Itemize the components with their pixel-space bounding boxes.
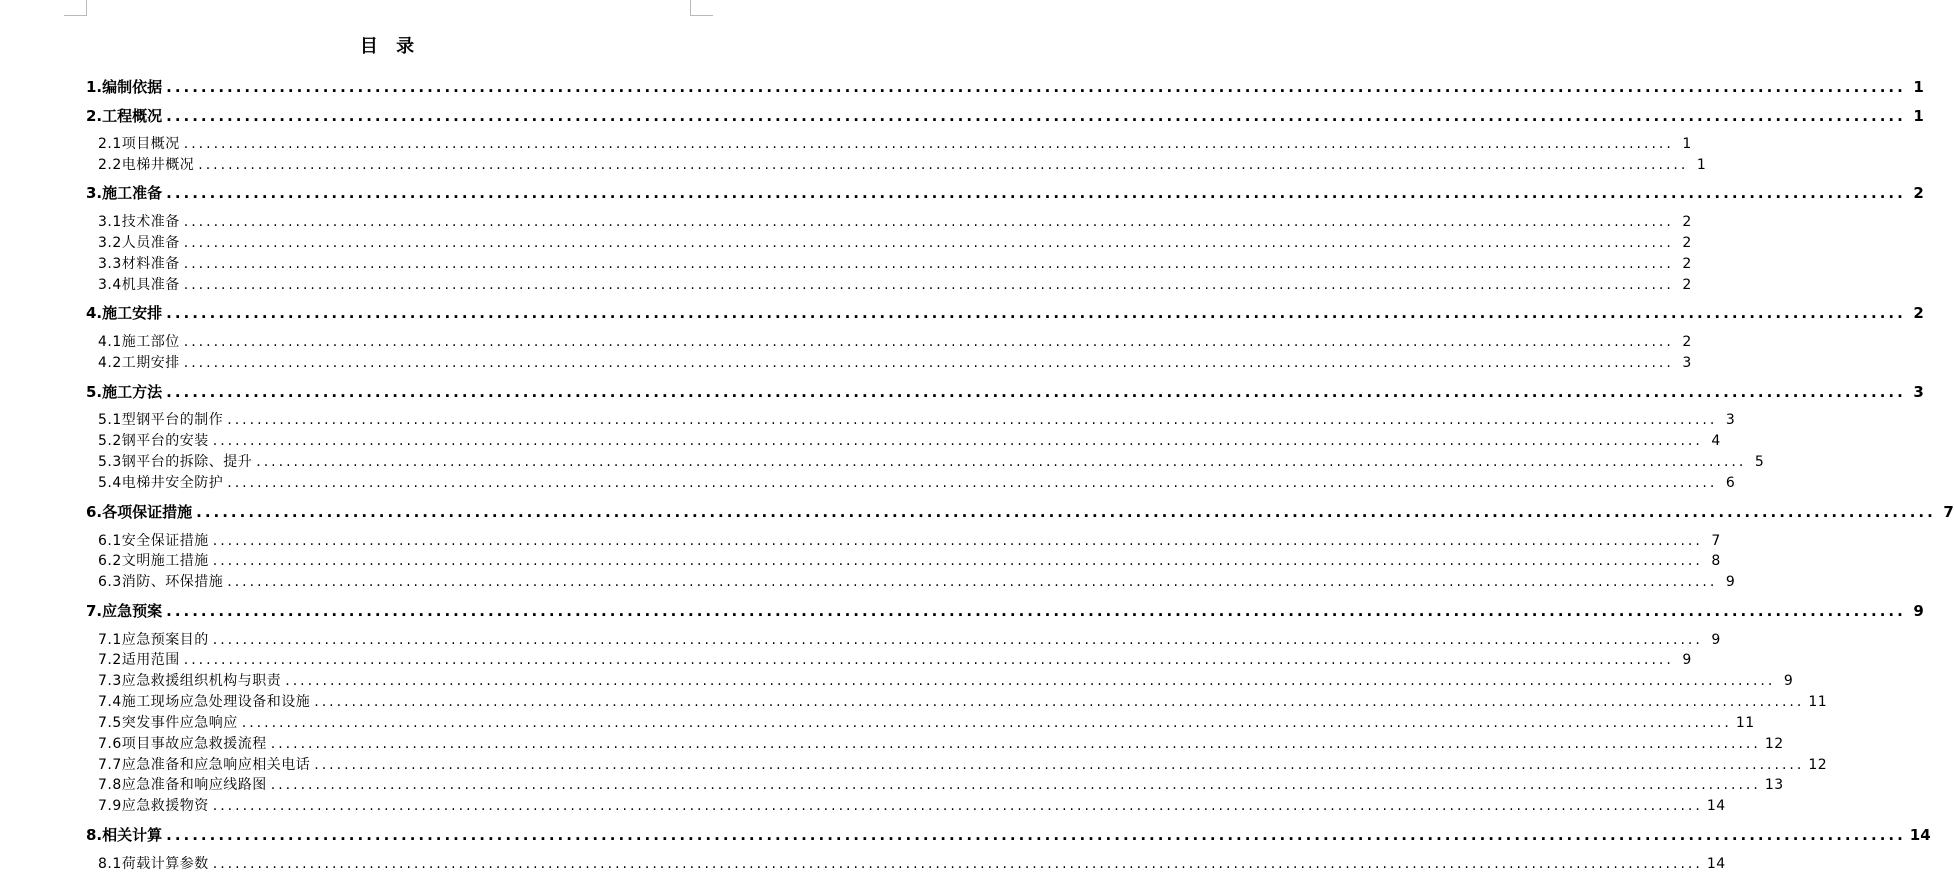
toc-section-entry[interactable] xyxy=(98,232,1692,252)
toc-entry-page-number: 1 xyxy=(1696,157,1707,173)
toc-entry-page-number: 7 xyxy=(1943,503,1954,521)
toc-entry-page-number: 8 xyxy=(1711,553,1721,569)
toc-section-entry[interactable] xyxy=(98,409,1736,429)
toc-dot-leader: ........................................................................................................................................................................................................ xyxy=(270,777,1761,793)
toc-entry-label: 7.3应急救援组织机构与职责 xyxy=(98,673,282,689)
toc-entry-page-number: 1 xyxy=(1913,78,1924,96)
toc-dot-leader: ........................................................................................................................................................................................................ xyxy=(166,107,1906,125)
toc-section-entry[interactable] xyxy=(98,649,1692,669)
toc-entry-label: 5.4电梯井安全防护 xyxy=(98,475,224,491)
toc-entry-page-number: 14 xyxy=(1909,826,1931,844)
toc-entry-page-number: 4 xyxy=(1711,433,1721,449)
toc-entry-page-number: 1 xyxy=(1913,107,1924,125)
toc-entry-label: 3.4机具准备 xyxy=(98,277,180,293)
toc-dot-leader: ........................................................................................................................................................................................................ xyxy=(314,757,1805,773)
toc-entry-page-number: 2 xyxy=(1682,235,1692,251)
toc-dot-leader: ........................................................................................................................................................................................................ xyxy=(212,798,1703,814)
toc-chapter-entry[interactable] xyxy=(86,501,1954,522)
toc-section-entry[interactable] xyxy=(98,352,1692,372)
toc-dot-leader: ........................................................................................................................................................................................................ xyxy=(183,214,1674,230)
toc-entry-page-number: 3 xyxy=(1682,355,1692,371)
toc-entry-label: 5.3钢平台的拆除、提升 xyxy=(98,454,253,470)
toc-section-entry[interactable] xyxy=(98,774,1784,794)
toc-dot-leader: ........................................................................................................................................................................................................ xyxy=(183,652,1674,668)
toc-chapter-entry[interactable] xyxy=(86,600,1924,621)
toc-dot-leader: ........................................................................................................................................................................................................ xyxy=(227,412,1718,428)
toc-entry-label: 5.1型钢平台的制作 xyxy=(98,412,224,428)
toc-entry-label: 6.3消防、环保措施 xyxy=(98,574,224,590)
toc-entry-label: 2.工程概况 xyxy=(86,107,163,125)
toc-dot-leader: ........................................................................................................................................................................................................ xyxy=(212,433,1703,449)
toc-dot-leader: ........................................................................................................................................................................................................ xyxy=(212,533,1703,549)
toc-entry-label: 7.2适用范围 xyxy=(98,652,180,668)
toc-dot-leader: ........................................................................................................................................................................................................ xyxy=(183,334,1674,350)
toc-entry-page-number: 11 xyxy=(1735,715,1755,731)
toc-dot-leader: ........................................................................................................................................................................................................ xyxy=(166,304,1906,322)
toc-entry-label: 7.6项目事故应急救援流程 xyxy=(98,736,267,752)
toc-entry-page-number: 11 xyxy=(1808,694,1828,710)
toc-entry-label: 7.7应急准备和应急响应相关电话 xyxy=(98,757,311,773)
toc-entry-page-number: 9 xyxy=(1682,652,1692,668)
toc-section-entry[interactable] xyxy=(98,691,1828,711)
toc-dot-leader: ........................................................................................................................................................................................................ xyxy=(285,673,1776,689)
toc-dot-leader: ........................................................................................................................................................................................................ xyxy=(166,602,1906,620)
toc-entry-page-number: 14 xyxy=(1706,798,1726,814)
toc-entry-label: 3.1技术准备 xyxy=(98,214,180,230)
toc-section-entry[interactable] xyxy=(98,472,1736,492)
toc-section-entry[interactable] xyxy=(98,853,1726,873)
toc-entry-label: 4.1施工部位 xyxy=(98,334,180,350)
toc-entry-page-number: 12 xyxy=(1764,736,1784,752)
toc-entry-page-number: 9 xyxy=(1913,602,1924,620)
toc-entry-label: 6.各项保证措施 xyxy=(86,503,193,521)
toc-entry-page-number: 2 xyxy=(1682,256,1692,272)
toc-dot-leader: ........................................................................................................................................................................................................ xyxy=(198,157,1689,173)
toc-entry-label: 7.4施工现场应急处理设备和设施 xyxy=(98,694,311,710)
toc-entry-page-number: 9 xyxy=(1725,574,1736,590)
toc-entry-label: 4.2工期安排 xyxy=(98,355,180,371)
toc-dot-leader: ........................................................................................................................................................................................................ xyxy=(183,355,1674,371)
toc-entry-label: 3.施工准备 xyxy=(86,184,163,202)
toc-dot-leader: ........................................................................................................................................................................................................ xyxy=(241,715,1732,731)
page-corner-mark-right xyxy=(690,0,713,16)
toc-section-entry[interactable] xyxy=(98,274,1692,294)
toc-entry-page-number: 6 xyxy=(1725,475,1736,491)
toc-title: 目 录 xyxy=(359,36,421,57)
toc-chapter-entry[interactable] xyxy=(86,824,1931,845)
toc-entry-label: 3.3材料准备 xyxy=(98,256,180,272)
toc-section-entry[interactable] xyxy=(98,571,1736,591)
toc-section-entry[interactable] xyxy=(98,530,1721,550)
toc-entry-page-number: 2 xyxy=(1913,184,1924,202)
toc-entry-page-number: 13 xyxy=(1764,777,1784,793)
toc-section-entry[interactable] xyxy=(98,430,1721,450)
toc-chapter-entry[interactable] xyxy=(86,302,1924,323)
toc-entry-page-number: 14 xyxy=(1706,856,1726,872)
toc-dot-leader: ........................................................................................................................................................................................................ xyxy=(270,736,1761,752)
toc-entry-label: 4.施工安排 xyxy=(86,304,163,322)
toc-dot-leader: ........................................................................................................................................................................................................ xyxy=(183,235,1674,251)
toc-entry-label: 8.相关计算 xyxy=(86,826,163,844)
toc-dot-leader: ........................................................................................................................................................................................................ xyxy=(166,826,1906,844)
toc-section-entry[interactable] xyxy=(98,133,1692,153)
toc-entry-label: 7.应急预案 xyxy=(86,602,163,620)
toc-section-entry[interactable] xyxy=(98,253,1692,273)
toc-dot-leader: ........................................................................................................................................................................................................ xyxy=(212,632,1703,648)
toc-entry-label: 2.2电梯井概况 xyxy=(98,157,195,173)
toc-dot-leader: ........................................................................................................................................................................................................ xyxy=(166,184,1906,202)
toc-entry-page-number: 1 xyxy=(1682,136,1692,152)
toc-dot-leader: ........................................................................................................................................................................................................ xyxy=(256,454,1747,470)
toc-dot-leader: ........................................................................................................................................................................................................ xyxy=(314,694,1805,710)
toc-entry-label: 7.9应急救援物资 xyxy=(98,798,209,814)
toc-entry-label: 5.施工方法 xyxy=(86,383,163,401)
toc-section-entry[interactable] xyxy=(98,670,1794,690)
toc-section-entry[interactable] xyxy=(98,754,1828,774)
toc-entry-page-number: 9 xyxy=(1783,673,1794,689)
page-corner-mark-left xyxy=(64,0,87,16)
toc-section-entry[interactable] xyxy=(98,629,1721,649)
toc-dot-leader: ........................................................................................................................................................................................................ xyxy=(183,277,1674,293)
toc-dot-leader: ........................................................................................................................................................................................................ xyxy=(183,136,1674,152)
toc-dot-leader: ........................................................................................................................................................................................................ xyxy=(166,383,1906,401)
toc-chapter-entry[interactable] xyxy=(86,381,1924,402)
toc-section-entry[interactable] xyxy=(98,712,1755,732)
toc-entry-page-number: 2 xyxy=(1913,304,1924,322)
toc-section-entry[interactable] xyxy=(98,550,1721,570)
toc-chapter-entry[interactable] xyxy=(86,76,1924,97)
toc-entry-label: 2.1项目概况 xyxy=(98,136,180,152)
toc-entry-label: 6.2文明施工措施 xyxy=(98,553,209,569)
toc-entry-label: 8.1荷载计算参数 xyxy=(98,856,209,872)
toc-entry-label: 7.5突发事件应急响应 xyxy=(98,715,238,731)
toc-entry-page-number: 2 xyxy=(1682,214,1692,230)
toc-section-entry[interactable] xyxy=(98,331,1692,351)
toc-dot-leader: ........................................................................................................................................................................................................ xyxy=(227,574,1718,590)
toc-section-entry[interactable] xyxy=(98,451,1765,471)
toc-section-entry[interactable] xyxy=(98,795,1726,815)
toc-dot-leader: ........................................................................................................................................................................................................ xyxy=(227,475,1718,491)
toc-entry-label: 5.2钢平台的安装 xyxy=(98,433,209,449)
toc-dot-leader: ........................................................................................................................................................................................................ xyxy=(183,256,1674,272)
toc-section-entry[interactable] xyxy=(98,154,1707,174)
toc-section-entry[interactable] xyxy=(98,733,1784,753)
toc-entry-page-number: 2 xyxy=(1682,334,1692,350)
toc-entry-label: 3.2人员准备 xyxy=(98,235,180,251)
toc-dot-leader: ........................................................................................................................................................................................................ xyxy=(166,78,1906,96)
toc-entry-label: 7.1应急预案目的 xyxy=(98,632,209,648)
toc-dot-leader: ........................................................................................................................................................................................................ xyxy=(196,503,1936,521)
toc-entry-page-number: 7 xyxy=(1711,533,1721,549)
toc-entry-page-number: 3 xyxy=(1913,383,1924,401)
toc-entry-page-number: 12 xyxy=(1808,757,1828,773)
toc-section-entry[interactable] xyxy=(98,211,1692,231)
toc-entry-page-number: 5 xyxy=(1754,454,1765,470)
toc-dot-leader: ........................................................................................................................................................................................................ xyxy=(212,856,1703,872)
toc-chapter-entry[interactable] xyxy=(86,105,1924,126)
toc-entry-page-number: 3 xyxy=(1725,412,1736,428)
toc-dot-leader: ........................................................................................................................................................................................................ xyxy=(212,553,1703,569)
toc-entry-page-number: 2 xyxy=(1682,277,1692,293)
toc-entry-page-number: 9 xyxy=(1711,632,1721,648)
toc-entry-label: 1.编制依据 xyxy=(86,78,163,96)
toc-chapter-entry[interactable] xyxy=(86,182,1924,203)
toc-entry-label: 6.1安全保证措施 xyxy=(98,533,209,549)
toc-entry-label: 7.8应急准备和响应线路图 xyxy=(98,777,267,793)
